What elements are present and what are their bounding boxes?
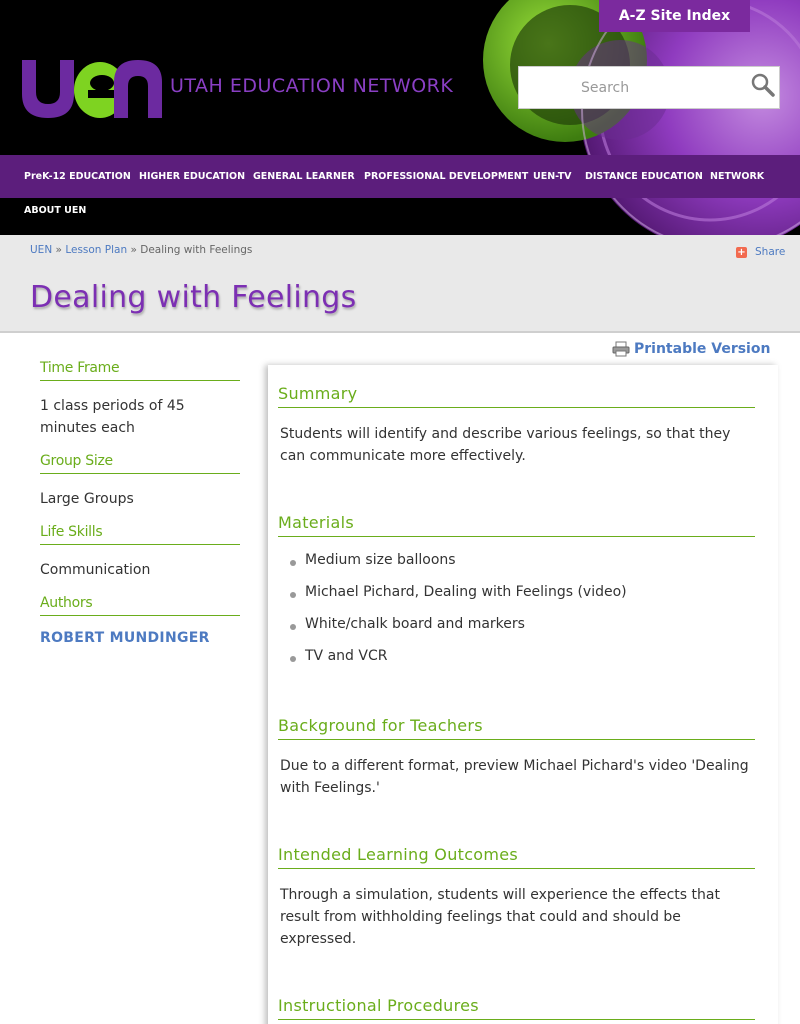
- search-input[interactable]: [519, 67, 744, 108]
- title-band: [0, 235, 800, 333]
- materials-list: [290, 552, 627, 680]
- author-link[interactable]: ROBERT MUNDINGER: [40, 630, 210, 646]
- printable-version-label: Printable Version: [634, 341, 771, 357]
- nav-general-learner[interactable]: GENERAL LEARNER: [253, 171, 355, 182]
- procedures-heading: Instructional Procedures: [278, 996, 755, 1020]
- list-item: Michael Pichard, Dealing with Feelings (video): [290, 584, 627, 616]
- nav-uen-tv[interactable]: UEN-TV: [533, 171, 572, 182]
- nav-prek12[interactable]: PreK-12 EDUCATION: [24, 171, 131, 182]
- share-plus-icon: +: [737, 246, 746, 258]
- printable-version-link[interactable]: [612, 341, 770, 357]
- time-frame-value: 1 class periods of 45 minutes each: [40, 398, 185, 436]
- printer-icon: [612, 341, 630, 357]
- breadcrumb-lesson-plan[interactable]: Lesson Plan: [65, 244, 128, 256]
- summary-heading: Summary: [278, 384, 755, 408]
- breadcrumb-separator: »: [130, 244, 137, 256]
- time-frame-heading: Time Frame: [40, 360, 240, 381]
- list-item: TV and VCR: [290, 648, 627, 680]
- outcomes-heading: Intended Learning Outcomes: [278, 845, 755, 869]
- life-skills-value: Communication: [40, 562, 151, 578]
- breadcrumb-uen[interactable]: UEN: [30, 244, 53, 256]
- lesson-sidebar: [40, 360, 240, 646]
- group-size-heading: Group Size: [40, 453, 240, 474]
- breadcrumb-separator: »: [55, 244, 62, 256]
- nav-higher-education[interactable]: HIGHER EDUCATION: [139, 171, 246, 182]
- breadcrumb-current: Dealing with Feelings: [140, 244, 253, 256]
- nav-professional-development[interactable]: PROFESSIONAL DEVELOPMENT: [364, 171, 529, 182]
- az-site-index-button[interactable]: A-Z Site Index: [599, 0, 750, 32]
- nav-about-uen[interactable]: ABOUT UEN: [24, 205, 87, 216]
- breadcrumb: [30, 244, 252, 256]
- authors-heading: Authors: [40, 595, 240, 616]
- lesson-content: [268, 365, 778, 1024]
- life-skills-heading: Life Skills: [40, 524, 240, 545]
- outcomes-text: Through a simulation, students will experience the effects that result from withholding feelings that could and should be expressed.: [280, 887, 720, 947]
- share-button[interactable]: [736, 246, 785, 258]
- search-box: [518, 66, 780, 109]
- site-name[interactable]: UTAH EDUCATION NETWORK: [170, 75, 454, 97]
- group-size-value: Large Groups: [40, 491, 134, 507]
- materials-heading: Materials: [278, 513, 755, 537]
- background-text: Due to a different format, preview Michael Pichard's video 'Dealing with Feelings.': [280, 758, 749, 796]
- decorative-circles: [470, 0, 800, 235]
- uen-logo[interactable]: [18, 52, 164, 120]
- page-title: Dealing with Feelings: [30, 280, 357, 315]
- site-header: [0, 0, 800, 235]
- summary-text: Students will identify and describe various feelings, so that they can communicate more effectively.: [280, 426, 731, 464]
- share-label: Share: [755, 246, 786, 258]
- search-icon[interactable]: [748, 71, 778, 101]
- list-item: Medium size balloons: [290, 552, 627, 584]
- nav-network[interactable]: NETWORK: [710, 171, 765, 182]
- list-item: White/chalk board and markers: [290, 616, 627, 648]
- nav-distance-education[interactable]: DISTANCE EDUCATION: [585, 171, 703, 182]
- background-heading: Background for Teachers: [278, 716, 755, 740]
- main-nav: [0, 155, 800, 198]
